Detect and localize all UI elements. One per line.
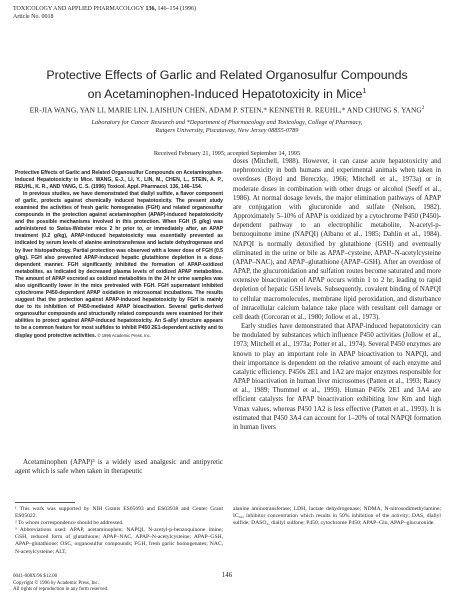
author-list (14, 104, 440, 114)
footer-copyright: Copyright © 1996 by Academic Press, Inc. (13, 580, 100, 586)
received-dates: Received February 21, 1995; accepted September 14, 1995 (153, 150, 301, 157)
footnote-3-continued: alanine aminotransferase; LDH, lactate dehydrogenase; NDMA, N-nitrosodimethylamine; IC₅₀, inhibitor concentration which results in 50% inhibition of the activity; DAS, diallyl sulfide; DASO₂, diallyl sulfone; P450, cytochrome P450; APAP–Glu, APAP–glucuronide. (233, 506, 441, 527)
abstract-body (15, 191, 223, 340)
author-names: ER-JIA WANG, YAN LI, MARIE LIN, LAISHUN CHEN, ADAM P. STEIN,* KENNETH R. REUHL,* AND CHUNG S. YANG (29, 105, 422, 115)
affiliation (14, 119, 440, 136)
article-number: Article No. 0018 (13, 13, 54, 20)
abstract-citation: Protective Effects of Garlic and Related Organosulfur Compounds on Acetaminophen-Induced Hepatotoxicity in Mice. WANG, E-J., LI, Y., LIN, M., CHEN, L., STEIN, A. P., REUHL, K. R., AND YANG, C. S. (1996) Toxicol. Appl. Pharmacol. 136, 146–154. (15, 170, 223, 191)
journal-name: TOXICOLOGY AND APPLIED PHARMACOLOGY (13, 6, 144, 12)
abstract-copyright: © 1996 Academic Press, Inc. (97, 333, 151, 339)
paper-title (14, 68, 440, 102)
body-right-column (233, 157, 441, 432)
journal-volume: 136, (145, 6, 156, 12)
abstract-body-text: In previous studies, we have demonstrated that diallyl sulfide, a flavor component of garlic, protects against chemically induced hepatotoxicity. The present study examined the activities of fresh garlic homogenates (FGH) and related organosulfur compounds in the protection against acetaminophen (APAP)-induced hepatotoxicity and the possible mechanisms involved in this protection. When FGH (5 g/kg) was administered to Swiss-Webster mice 2 hr prior to, or immediately after, an APAP treatment (0.2 g/kg), APAP-induced hepatotoxicity was essentially prevented as indicated by serum levels of alanine aminotransferase and lactate dehydrogenase and by liver histopathology. Partial protection was observed with a lower dose of FGH (0.5 g/kg). FGH also prevented APAP-induced hepatic glutathione depletion in a dose-dependent manner. FGH significantly inhibited the formation of APAP-oxidized metabolites, as indicated by decreased plasma levels of oxidized APAP metabolites. The amount of APAP excreted as oxidized metabolites in the 24 hr urine samples was also significantly lower in the mice pretreated with FGH. FGH supernatant inhibited cytochrome P450-dependent APAP oxidation in microsomal incubations. The results suggest that the protection against APAP-induced hepatotoxicity by FGH is mainly due to its inhibition of P450-mediated APAP bioactivation. Several garlic-derived organosulfur compounds and structurally related compounds were examined for their abilities to protect against APAP-induced hepatotoxicity. An S-allyl structure appears to be a common feature for most sulfides to inhibit P450 2E1-dependent activity and to display good protective activities. (15, 191, 224, 340)
page-number: 146 (221, 571, 233, 579)
journal-citation-line (13, 6, 393, 14)
author-footnote-mark: 2 (421, 106, 425, 111)
footnote-1: ¹ This work was supported by NIH Grants ES05693 and ES03938 and Center Grant ES05022. (15, 506, 223, 520)
affiliation-line-1: Laboratory for Cancer Research and *Department of Pharmacology and Toxicology, College of Pharmacy, (91, 119, 363, 126)
footnotes-left (15, 506, 223, 556)
body-paragraph-2: Early studies have demonstrated that APAP-induced hepatotoxicity can be modulated by substances which influence P450 activities (Jollow et al., 1973; Mitchell et al., 1973a; Potter et al., 1974). Several P450 enzymes are known to play an important role in APAP bioactivation to NAPQI, and their importance is dependent on the relative amount of each enzyme and catalytic efficiency. P450s 2E1 and 1A2 are major enzymes responsible for APAP bioactivation in human liver microsomes (Patten et al., 1993; Raucy et al., 1989; Thummel et al., 1993). Human P450s 2E1 and 3A4 are efficient catalysts for APAP bioactivation exhibiting low Km and high Vmax values, whereas P450 1A2 is less effective (Patten et al., 1993). It is estimated that P450 3A4 can account for 1–20% of total NAPQI formation in human livers (233, 323, 441, 431)
body-paragraph-1: doses (Mitchell, 1988). However, it can cause acute hepatotoxicity and nephrotoxicity in both humans and experimental animals when taken in overdoses (Boyd and Bereczky, 1966; Mitchell et al., 1973a) or in moderate doses in combination with other drugs or alcohol (Seeff et al., 1986). At normal dosage levels, the major elimination pathways of APAP are conjugation with glucuronide and sulfate (Nelson, 1982). Approximately 5–10% of APAP is oxidized by a cytochrome P450 (P450)-dependent pathway to an electrophilic metabolite, N-acetyl-p-benzoquinone imine (NAPQI) (Albano et al., 1985; Dahlin et al., 1984). NAPQI is normally detoxified by glutathione (GSH) and eventually eliminated in the urine or bile as APAP–cysteine, APAP–N-acetylcysteine (APAP–NAC), and APAP–glutathione (APAP–GSH). After an overdose of APAP, the glucuronidation and sulfation routes become saturated and more extensive bioactivation of APAP occurs within 1 to 2 hr, leading to rapid depletion of hepatic GSH levels. Subsequently, covalent binding of NAPQI to cellular macromolecules, membrane lipid peroxidation, and disturbance of intracellular calcium balance take place with resultant cell damage or cell death (Corcoran et al., 1980; Jollow et al., 1973). (233, 158, 441, 321)
footer-rights: All rights of reproduction in any form reserved. (13, 587, 109, 592)
footnote-2: ² To whom correspondence should be addressed. (15, 520, 124, 527)
title-line-2 (14, 84, 440, 103)
copyright-footer (13, 574, 213, 594)
abstract (15, 170, 223, 340)
affiliation-line-2: Rutgers University, Piscataway, New Jersey 08855-0789 (155, 127, 299, 135)
journal-pages-year: 146–154 (1996) (157, 6, 196, 12)
title-line-1: Protective Effects of Garlic and Related Organosulfur Compounds (46, 68, 408, 82)
title-line-2-text: on Acetaminophen-Induced Hepatotoxicity in Mice (87, 86, 363, 101)
footer-price: 0041-008X/96 $12.00 (13, 574, 58, 579)
intro-paragraph: Acetaminophen (APAP)³ is a widely used analgesic and antipyretic agent which is safe when taken in therapeutic (15, 458, 223, 476)
footnote-3: ³ Abbreviations used: APAP, acetaminophen; NAPQI, N-acetyl-p-benzoquinone imine; GSH, reduced form of glutathione; APAP–NAC, APAP–N-acetylcysteine; APAP–GSH, APAP–glutathione; OSC, organosulfur compounds; FGH, fresh garlic homogenates; NAC, N-acetylcysteine; ALT, (15, 527, 223, 555)
journal-header (13, 6, 393, 21)
title-footnote-mark: 1 (362, 87, 367, 95)
footnote-rule (15, 502, 75, 503)
intro-left-column (15, 458, 223, 476)
footnotes-right (233, 506, 441, 527)
